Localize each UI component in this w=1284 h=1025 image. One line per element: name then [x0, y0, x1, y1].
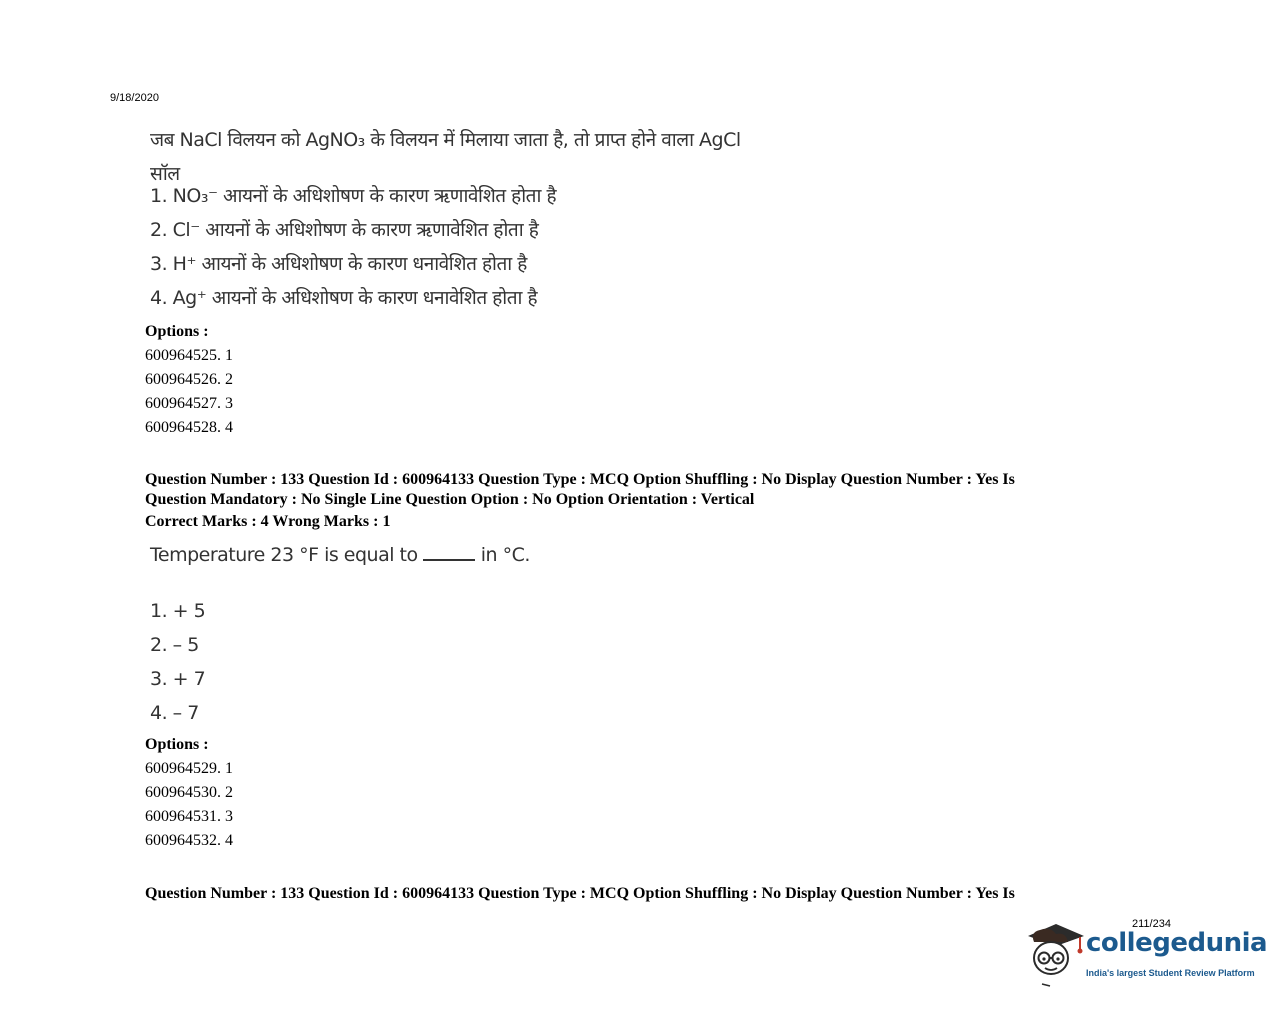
- option-id: 600964525. 1: [145, 347, 233, 364]
- q2-metadata: [145, 470, 1105, 510]
- q1-stem-line-2: सॉल: [150, 163, 180, 185]
- q1-choice-1: 1. NO₃⁻ आयनों के अधिशोषण के कारण ऋणावेशित होता है: [150, 185, 557, 207]
- q1-choice-4: 4. Ag⁺ आयनों के अधिशोषण के कारण धनावेशित होता है: [150, 287, 538, 309]
- option-id: 600964530. 2: [145, 784, 233, 801]
- q1-choice-2: 2. Cl⁻ आयनों के अधिशोषण के कारण ऋणावेशित होता है: [150, 219, 539, 241]
- option-id: 600964529. 1: [145, 760, 233, 777]
- page-number: 211/234: [1132, 918, 1171, 930]
- q2-choice-2: 2. – 5: [150, 634, 199, 656]
- q2-stem-after: in °C.: [480, 544, 530, 566]
- q1-choice-3: 3. H⁺ आयनों के अधिशोषण के कारण धनावेशित होता है: [150, 253, 527, 275]
- q2-choice-1: 1. + 5: [150, 600, 206, 622]
- mascot-icon: [1022, 918, 1084, 988]
- options-label: Options :: [145, 736, 209, 753]
- option-id: 600964527. 3: [145, 395, 233, 412]
- brand-name: collegedunia: [1086, 928, 1268, 958]
- q2-stem-before: Temperature 23 °F is equal to: [150, 544, 418, 566]
- q2-choice-4: 4. – 7: [150, 702, 199, 724]
- brand-tagline: India's largest Student Review Platform: [1086, 968, 1255, 978]
- option-id: 600964532. 4: [145, 832, 233, 849]
- option-id: 600964526. 2: [145, 371, 233, 388]
- q1-options-block: [145, 320, 233, 440]
- q3-meta-line-1: Question Number : 133 Question Id : 600964133 Question Type : MCQ Option Shuffling : No Display Question Number : Yes Is: [145, 885, 1015, 902]
- option-id: 600964528. 4: [145, 419, 233, 436]
- q2-marks: Correct Marks : 4 Wrong Marks : 1: [145, 513, 391, 530]
- collegedunia-logo: [1022, 918, 1268, 988]
- q2-meta-line-1: Question Number : 133 Question Id : 600964133 Question Type : MCQ Option Shuffling : No Display Question Number : Yes Is: [145, 471, 1015, 488]
- q1-stem-line-1: जब NaCl विलयन को AgNO₃ के विलयन में मिलाया जाता है, तो प्राप्त होने वाला AgCl: [150, 129, 741, 151]
- q2-options-block: [145, 733, 233, 853]
- options-label: Options :: [145, 323, 209, 340]
- answer-blank: [423, 545, 475, 561]
- q2-choice-3: 3. + 7: [150, 668, 206, 690]
- q2-stem: [150, 544, 530, 566]
- option-id: 600964531. 3: [145, 808, 233, 825]
- print-date: 9/18/2020: [110, 92, 159, 104]
- q2-meta-line-2: Question Mandatory : No Single Line Question Option : No Option Orientation : Vertical: [145, 491, 755, 508]
